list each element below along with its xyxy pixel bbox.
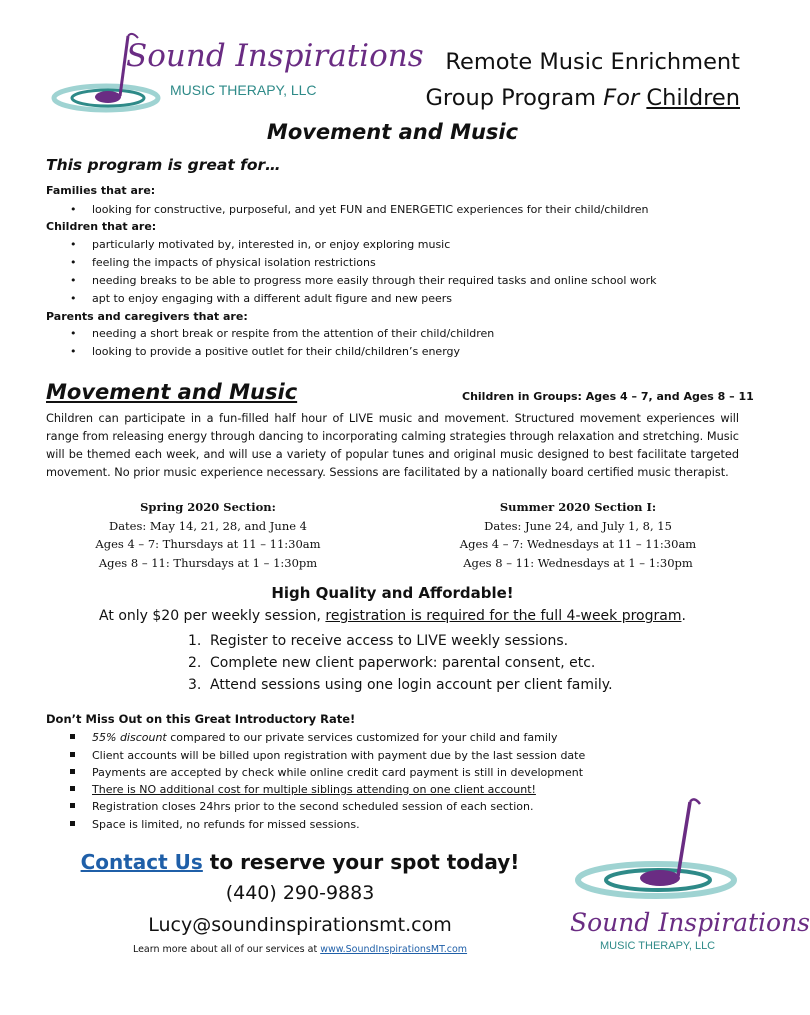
contact-us-link[interactable]: Contact Us <box>80 850 203 874</box>
section-old: Ages 8 – 11: Thursdays at 1 – 1:30pm <box>98 555 318 570</box>
logo-bottom <box>568 796 810 956</box>
price-underlined: registration is required for the full 4-week program <box>325 608 682 624</box>
children-heading: Children that are: <box>46 220 157 233</box>
music-note-swirl-icon <box>568 796 748 906</box>
header-line2: Group Program For Children <box>425 85 740 111</box>
logo-subtitle: MUSIC THERAPY, LLC <box>600 940 716 952</box>
learn-more: Learn more about all of our services at www.SoundInspirationsMT.com <box>132 944 468 955</box>
step-item: 2. Complete new client paperwork: parental consent, etc. <box>188 655 596 671</box>
header-for: For <box>603 85 640 111</box>
header-title <box>400 44 740 116</box>
quality-title: High Quality and Affordable! <box>271 584 514 602</box>
section-young: Ages 4 – 7: Thursdays at 11 – 11:30am <box>95 537 321 551</box>
contact-line: Contact Us to reserve your spot today! <box>80 850 520 874</box>
step-item: 1. Register to receive access to LIVE weekly sessions. <box>188 633 569 649</box>
phone-number: (440) 290-9883 <box>225 882 375 904</box>
program-description: Children can participate in a fun-filled half hour of LIVE music and movement. Structured movement experiences will range from releasing energy through dancing to incorporating calming strategies through relaxation and stretching. Music will be themed each week, and will use a variety of popular tunes and original music designed to best facilitate targeted movement. No prior music experience necessary. Sessions are facilitated by a nationally board certified music therapist. <box>46 412 739 479</box>
price-line: At only $20 per weekly session, registration is required for the full 4-week program. <box>99 608 686 624</box>
header-line1: Remote Music Enrichment <box>445 49 740 75</box>
logo-name: Sound Inspirations <box>570 908 810 937</box>
parents-heading: Parents and caregivers that are: <box>46 310 248 323</box>
program-title: Movement and Music <box>46 380 298 404</box>
steps-list <box>188 630 613 696</box>
page-title: Movement and Music <box>266 120 519 144</box>
logo-top <box>48 32 424 118</box>
great-for-heading: This program is great for… <box>46 156 281 174</box>
dont-miss-heading: Don’t Miss Out on this Great Introductory Rate! <box>46 712 356 726</box>
section-dates: Dates: May 14, 21, 28, and June 4 <box>108 518 308 533</box>
section-title: Summer 2020 Section I: <box>499 500 657 514</box>
header-children: Children <box>646 85 740 111</box>
spring-section <box>58 498 358 572</box>
section-old: Ages 8 – 11: Wednesdays at 1 – 1:30pm <box>463 555 693 570</box>
families-heading: Families that are: <box>46 184 156 197</box>
section-young: Ages 4 – 7: Wednesdays at 11 – 11:30am <box>459 537 697 551</box>
email-address[interactable]: Lucy@soundinspirationsmt.com <box>148 914 452 936</box>
website-link[interactable]: www.SoundInspirationsMT.com <box>320 944 468 955</box>
section-dates: Dates: June 24, and July 1, 8, 15 <box>484 518 672 533</box>
summer-section <box>428 498 728 572</box>
logo-name: Sound Inspirations <box>126 38 424 74</box>
step-item: 3. Attend sessions using one login account per client family. <box>188 677 613 693</box>
logo-subtitle: MUSIC THERAPY, LLC <box>170 82 317 98</box>
program-ages: Children in Groups: Ages 4 – 7, and Ages 8 – 11 <box>462 390 754 403</box>
section-title: Spring 2020 Section: <box>140 500 276 514</box>
